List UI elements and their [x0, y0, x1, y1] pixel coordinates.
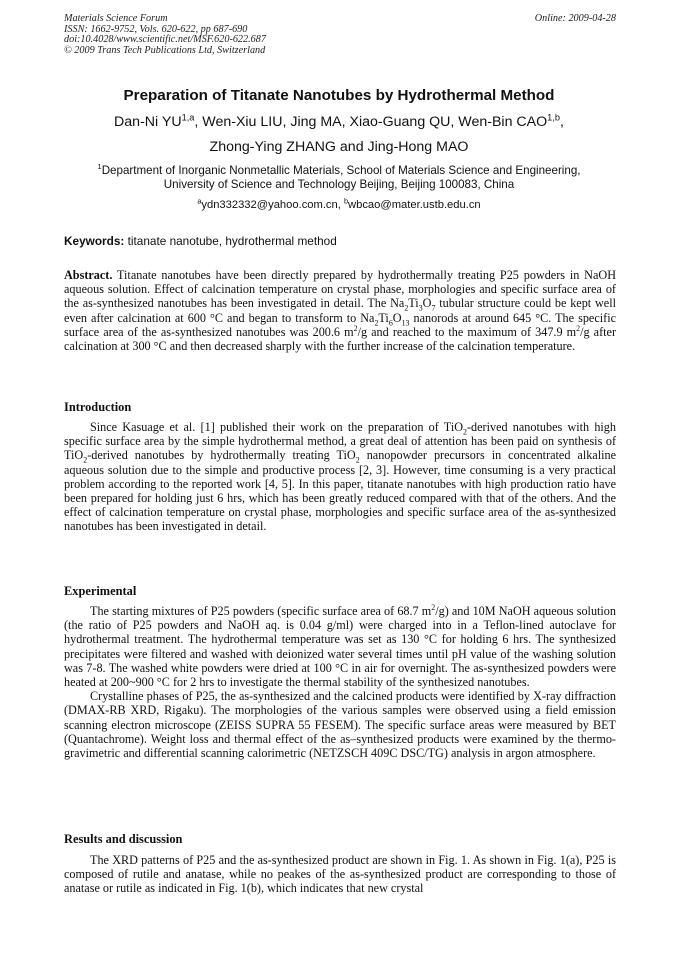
experimental-text — [64, 604, 616, 760]
intro-text: Since Kasuage et al. [1] published their work on the preparation of TiO — [90, 420, 464, 434]
issn: ISSN: 1662-9752, Vols. 620-622, pp 687-690 — [64, 23, 248, 35]
doi: doi:10.4028/www.scientific.net/MSF.620-622.687 — [64, 34, 266, 46]
affil-text: Department of Inorganic Nonmetallic Materials, School of Materials Science and Engineering, — [101, 164, 581, 177]
comma: , — [559, 114, 564, 130]
affil-mark: 1 — [97, 162, 102, 172]
abstract-text: /g after calcination at 300 °C and then decreased sharply with the further increase of the calcination temperature. — [64, 324, 617, 354]
section-heading-results: Results and discussion — [64, 832, 183, 846]
abstract-label: Abstract. — [64, 268, 113, 282]
abstract-text: nanorods at around 645 °C. The specific surface area of the as-synthesized nanotubes was 200.6 m — [64, 310, 616, 339]
abstract-text: O — [392, 310, 402, 325]
intro-text: -derived nanotubes by hydrothermally treating TiO — [87, 448, 356, 463]
abstract — [64, 268, 616, 353]
exp-text: /g) and 10M NaOH aqueous solution (the ratio of P25 powders and NaOH aq. is 0.04 g/ml) were charged into in a Teflon-lined autoclave for hydrothermal treatment. The hydrothermal temperature was set as 130 °C for holding 6 hrs. The synthesized precipitates were filtered and washed with deionized water several times until pH value of the washing solution was 7-8. The washed white powders were dried at 100 °C in air for overnight. The as-synthesized powders were heated at 200~900 °C for 2 hrs to investigate the thermal stability of the synthesized nanotubes. — [64, 604, 616, 690]
author-affil-mark: 1,a — [181, 112, 195, 123]
email-a: ydn332332@yahoo.com.cn, — [201, 199, 344, 211]
results-text — [64, 853, 616, 896]
keywords — [64, 234, 616, 248]
affiliation-line-1 — [0, 164, 678, 177]
subscript: 3 — [418, 303, 423, 313]
abstract-text: /g and reached to the maximum of 347.9 m — [357, 324, 577, 339]
journal-name: Materials Science Forum — [64, 13, 168, 24]
section-heading-introduction: Introduction — [64, 400, 132, 414]
email-mark-b: b — [343, 196, 349, 206]
intro-text: -derived nanotubes with high specific surface area by the simple hydrothermal method, a great deal of attention has been paid on synthesis of TiO — [64, 420, 616, 463]
paragraph: The XRD patterns of P25 and the as-synthesized product are shown in Fig. 1. As shown in Fig. 1(a), P25 is composed of rutile and anatase, while no peakes of the as-synthesized product are corresponding to those of anatase or rutile as indicated in Fig. 1(b), which indicates that new crystal — [64, 853, 616, 896]
abstract-text: tubular structure could be kept well even after calcination at 600 °C and began to transform to Na — [64, 296, 616, 325]
journal-header — [64, 14, 616, 56]
keywords-label: Keywords: — [64, 234, 125, 248]
subscript: 6 — [388, 318, 393, 328]
abstract-text: O — [422, 296, 432, 311]
abstract-text: Ti — [408, 296, 419, 311]
subscript: 2 — [83, 455, 88, 465]
subscript: 7 — [431, 303, 436, 313]
keywords-text: titanate nanotube, hydrothermal method — [124, 234, 337, 248]
paragraph — [64, 604, 616, 689]
author-names: , Wen-Xiu LIU, Jing MA, Xiao-Guang QU, Wen-Bin CAO — [194, 114, 548, 130]
authors-line-2: Zhong-Ying ZHANG and Jing-Hong MAO — [209, 139, 469, 155]
introduction-text — [64, 420, 616, 534]
subscript: 13 — [401, 318, 410, 328]
superscript: 2 — [576, 323, 581, 333]
affiliation-line-2: University of Science and Technology Beijing, Beijing 100083, China — [163, 178, 515, 191]
email-b: wbcao@mater.ustb.edu.cn — [348, 199, 481, 211]
subscript: 2 — [404, 303, 409, 313]
exp-text: The starting mixtures of P25 powders (specific surface area of 68.7 m — [90, 604, 432, 618]
author-name: Dan-Ni YU — [114, 114, 182, 130]
paragraph — [64, 420, 616, 534]
intro-text: nanopowder precursors in concentrated alkaline aqueous solution due to the simple and productive process [2, 3]. However, time consuming is a very practical problem according to the reported work [4, 5]. In this paper, titanate nanotubes with high production ratio have been prepared for holding just 6 hrs, which has been greatly reduced compared with that of the others. And the effect of calcination temperature on crystal phase, morphologies and specific surface area of the as-synthesized nanotubes has been investigated in detail. — [64, 448, 616, 534]
author-affil-mark: 1,b — [547, 112, 560, 123]
copyright: © 2009 Trans Tech Publications Ltd, Switzerland — [64, 44, 266, 56]
superscript: 2 — [431, 602, 436, 612]
superscript: 2 — [353, 323, 358, 333]
paragraph: Crystalline phases of P25, the as-synthesized and the calcined products were identified by X-ray diffraction (DMAX-RB XRD, Rigaku). The morphologies of the various samples were observed using a field emission scanning electron microscope (ZEISS SUPRA 55 FESEM). The specific surface areas were measured by BET (Quantachrome). Weight loss and thermal effect of the as–synthesized products were examined by the thermo-gravimetric and differential scanning calorimetric (NETZSCH 409C DSC/TG) analysis in argon atmosphere. — [64, 689, 616, 761]
subscript: 2 — [374, 318, 379, 328]
online-date: Online: 2009-04-28 — [534, 13, 616, 24]
abstract-text: Ti — [378, 310, 389, 325]
abstract-text: Titanate nanotubes have been directly prepared by hydrothermally treating P25 powders in NaOH aqueous solution. Effect of calcination temperature on crystal phase, morphologies and specific surface area of the as-synthesized nanotubes has been investigated in detail. The Na — [64, 268, 616, 311]
subscript: 2 — [463, 427, 467, 437]
paper-title: Preparation of Titanate Nanotubes by Hydrothermal Method — [123, 87, 555, 104]
email-mark-a: a — [197, 196, 202, 206]
section-heading-experimental: Experimental — [64, 584, 137, 598]
subscript: 2 — [355, 455, 360, 465]
authors-line-1 — [0, 114, 678, 130]
author-emails — [0, 196, 678, 211]
